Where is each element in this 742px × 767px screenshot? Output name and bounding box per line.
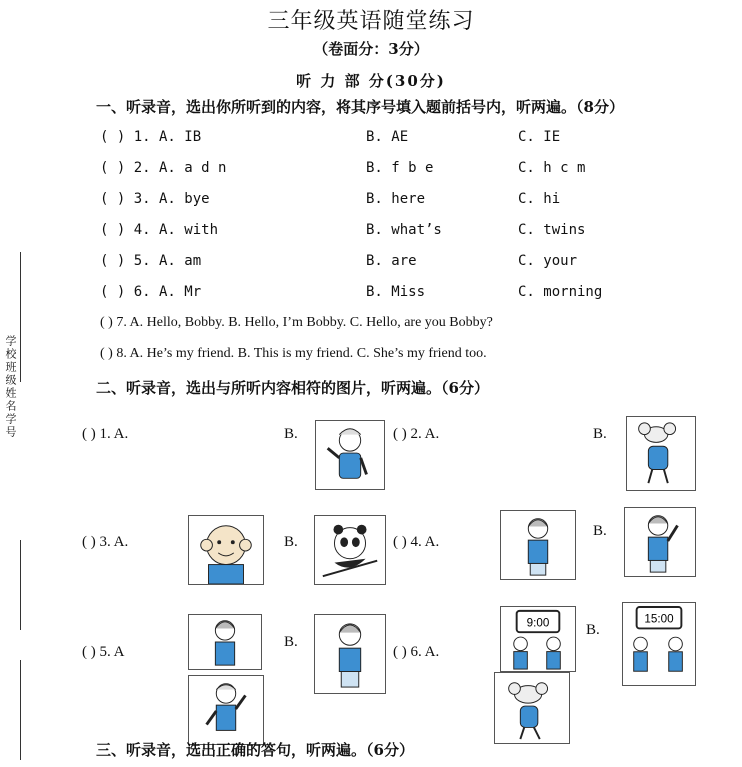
- q2-c: C. h c m: [518, 160, 586, 176]
- binding-line-bottom: [20, 540, 21, 630]
- binding-line-top: [20, 252, 21, 382]
- page-title: 三年级英语随堂练习: [267, 9, 475, 34]
- q3-c: C. hi: [518, 191, 561, 207]
- clock-afternoon-picture: [622, 602, 696, 686]
- q4-c: C. twins: [518, 222, 586, 238]
- clock-b-text: 15:00: [644, 612, 674, 626]
- p2-q4-label: ( ) 4. A.: [393, 534, 440, 550]
- q6-b: B. Miss: [366, 284, 426, 300]
- girl-picture-b: [188, 614, 262, 670]
- part3-instruction: 三、听录音，选出正确的答句，听两遍。（6分）: [96, 741, 414, 759]
- p2-q1-label: ( ) 1. A.: [82, 426, 129, 442]
- p2-q4-b-label: B.: [593, 523, 607, 539]
- q4-b: B. what’s: [366, 222, 442, 238]
- q5-c: C. your: [518, 253, 578, 269]
- listening-section-heading: 听 力 部 分(30分): [296, 72, 446, 90]
- p2-q1-b-label: B.: [284, 426, 298, 442]
- girl-picture-c: [314, 614, 386, 694]
- part1-instruction: 一、听录音，选出你所听到的内容，将其序号填入题前括号内，听两遍。（8分）: [96, 98, 624, 116]
- q2-b: B. f b e: [366, 160, 434, 176]
- q1-c: C. IE: [518, 129, 561, 145]
- p2-q3-b-label: B.: [284, 534, 298, 550]
- q7-row: ( ) 7. A. Hello, Bobby. B. Hello, I’m Bobby. C. Hello, are you Bobby?: [100, 315, 493, 330]
- boy-waving-picture: [315, 420, 385, 490]
- q1-b: B. AE: [366, 129, 409, 145]
- p2-q5-b-label: B.: [284, 634, 298, 650]
- clock-morning-picture: [500, 606, 576, 672]
- p2-q5-label: ( ) 5. A: [82, 644, 125, 660]
- part2-instruction: 二、听录音，选出与所听内容相符的图片，听两遍。（6分）: [96, 379, 489, 397]
- girl-waving-picture: [624, 507, 696, 577]
- girl-picture-a: [500, 510, 576, 580]
- p2-q6-b-label: B.: [586, 622, 600, 638]
- p2-q2-label: ( ) 2. A.: [393, 426, 440, 442]
- p2-q3-label: ( ) 3. A.: [82, 534, 129, 550]
- p2-q2-b-label: B.: [593, 426, 607, 442]
- panda-picture: [314, 515, 386, 585]
- q2-a: ( ) 2. A. a d n: [100, 160, 227, 176]
- q8-row: ( ) 8. A. He’s my friend. B. This is my friend. C. She’s my friend too.: [100, 346, 487, 361]
- q3-a: ( ) 3. A. bye: [100, 191, 210, 207]
- q5-b: B. are: [366, 253, 417, 269]
- q1-a: ( ) 1. A. IB: [100, 129, 202, 145]
- boy-raising-hand-picture: [188, 675, 264, 745]
- q4-a: ( ) 4. A. with: [100, 222, 219, 238]
- student-info-label: 学校班级姓名学号: [4, 335, 17, 439]
- q5-a: ( ) 5. A. am: [100, 253, 202, 269]
- score-subtitle: （卷面分：3分）: [313, 40, 429, 58]
- q6-a: ( ) 6. A. Mr: [100, 284, 202, 300]
- clock-a-text: 9:00: [526, 616, 550, 630]
- mouse-picture: [626, 416, 696, 491]
- q6-c: C. morning: [518, 284, 603, 300]
- q3-b: B. here: [366, 191, 426, 207]
- binding-line-bottom-2: [20, 660, 21, 760]
- monkey-picture: [188, 515, 264, 585]
- mouse-walking-picture: [494, 672, 570, 744]
- p2-q6-label: ( ) 6. A.: [393, 644, 440, 660]
